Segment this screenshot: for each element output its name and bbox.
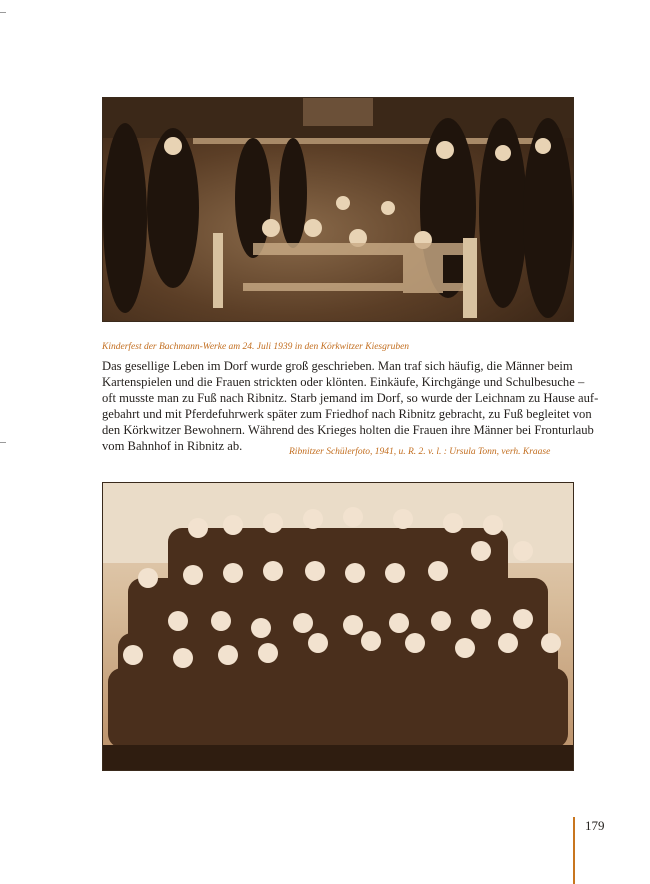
body-line: Kartenspielen und die Frauen strickten oder klönten. Einkäufe, Kirchgänge und Schulbesuche – <box>102 375 585 390</box>
photo-kinderfest-illustration <box>103 98 573 321</box>
page-number: 179 <box>585 818 605 833</box>
body-line: gebahrt und mit Pferdefuhrwerk später zum Friedhof nach Ribnitz gebracht, zu Fuß begleitet von <box>102 407 592 422</box>
caption-kinderfest: Kinderfest der Bachmann-Werke am 24. Juli 1939 in den Körkwitzer Kiesgruben <box>102 342 410 352</box>
body-paragraph <box>102 358 599 455</box>
caption-school-photo: Ribnitzer Schülerfoto, 1941, u. R. 2. v. l. : Ursula Tonn, verh. Kraase <box>289 447 551 457</box>
body-line: den Körkwitzer Bewohnern. Während des Krieges holten die Frauen ihre Männer bei Fronturlaub <box>102 423 594 438</box>
photo-kinderfest <box>102 97 574 322</box>
crop-mark-middle <box>0 442 6 443</box>
photo-school-class-illustration <box>103 483 573 770</box>
page-number-rule <box>573 817 575 884</box>
body-line: Das gesellige Leben im Dorf wurde groß geschrieben. Man traf sich häufig, die Männer beim <box>102 359 573 373</box>
body-line: oft musste man zu Fuß nach Ribnitz. Starb jemand im Dorf, so wurde der Leichnam zu Hause auf- <box>102 391 599 406</box>
body-line: vom Bahnhof in Ribnitz ab. <box>102 439 243 454</box>
photo-school-class <box>102 482 574 771</box>
crop-mark-top <box>0 12 6 13</box>
